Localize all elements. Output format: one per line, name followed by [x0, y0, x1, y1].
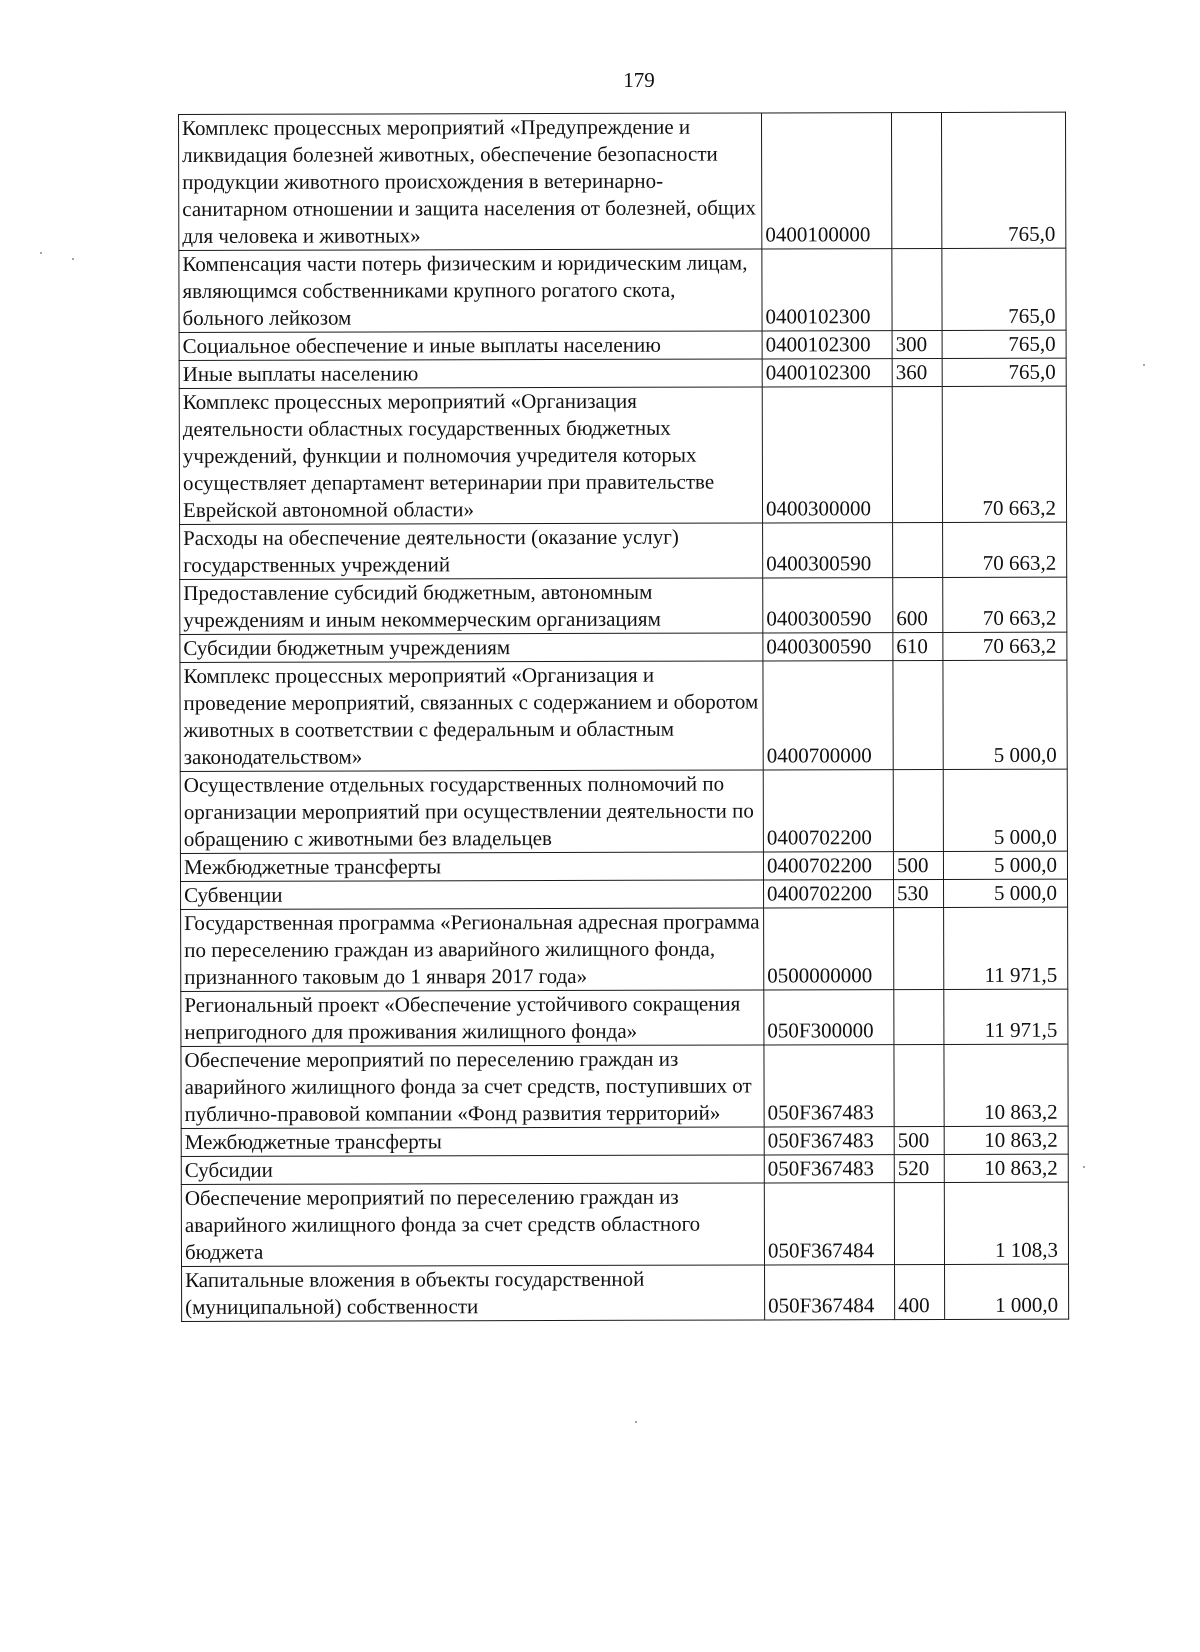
table-row: [181, 879, 1068, 909]
row-target-code: 0400102300: [762, 359, 892, 387]
row-target-code: 0400702200: [763, 852, 893, 880]
scan-speck: [72, 258, 74, 260]
row-expense-type: [893, 522, 943, 577]
row-expense-type: [893, 769, 943, 851]
table-row: [182, 1264, 1069, 1321]
row-target-code: 050F367483: [764, 1045, 894, 1127]
row-sum: 5 000,0: [943, 660, 1067, 769]
row-target-code: 0400300590: [763, 578, 893, 633]
row-name: Субвенции: [181, 880, 764, 910]
row-name: Иные выплаты населению: [179, 359, 762, 389]
row-expense-type: 360: [892, 359, 942, 387]
row-target-code: 0500000000: [764, 908, 894, 990]
row-expense-type: 600: [893, 577, 943, 632]
row-sum: 10 863,2: [944, 1044, 1068, 1126]
table-row: [181, 989, 1068, 1046]
row-expense-type: 530: [894, 879, 944, 907]
row-name: Государственная программа «Региональная адресная программа по переселению граждан из аварийного жилищного фонда, признанного таковым до 1 января 2017 года»: [181, 908, 764, 992]
row-target-code: 050F367483: [764, 1155, 894, 1183]
table-row: [179, 330, 1066, 360]
row-expense-type: [894, 907, 944, 989]
row-name: Региональный проект «Обеспечение устойчивого сокращения непригодного для проживания жилищного фонда»: [181, 990, 764, 1047]
row-target-code: 050F367484: [765, 1265, 895, 1320]
table-row: [181, 1182, 1068, 1266]
table-row: [180, 769, 1067, 853]
row-expense-type: [894, 989, 944, 1044]
table-row: [180, 522, 1067, 579]
table-row: [181, 1044, 1068, 1128]
table-row: [180, 577, 1067, 634]
row-target-code: 0400702200: [763, 770, 893, 852]
row-target-code: 050F367483: [764, 1127, 894, 1155]
budget-table-body: [179, 112, 1069, 1321]
row-target-code: 050F300000: [764, 990, 894, 1045]
row-expense-type: [894, 1044, 944, 1126]
row-expense-type: 300: [892, 331, 942, 359]
table-row: [179, 386, 1066, 524]
row-target-code: 0400300000: [762, 387, 892, 523]
row-target-code: 0400102300: [762, 249, 892, 331]
row-sum: 70 663,2: [943, 632, 1067, 660]
row-target-code: 0400300590: [763, 633, 893, 661]
row-sum: 5 000,0: [944, 879, 1068, 907]
row-sum: 70 663,2: [942, 386, 1066, 522]
table-row: [181, 1126, 1068, 1156]
row-expense-type: 400: [895, 1264, 945, 1319]
row-target-code: 050F367484: [764, 1183, 894, 1265]
row-sum: 11 971,5: [944, 907, 1068, 989]
row-name: Комплекс процессных мероприятий «Предупреждение и ликвидация болезней животных, обеспечение безопасности продукции животного происхождения в ветеринарно-санитарном отношении и защита населения от болезней, общих для человека и животных»: [179, 113, 762, 251]
row-target-code: 0400102300: [762, 331, 892, 359]
page-number: 179: [623, 68, 655, 92]
row-expense-type: 520: [894, 1154, 944, 1182]
row-name: Комплекс процессных мероприятий «Организация деятельности областных государственных бюджетных учреждений, функции и полномочия учредителя которых осуществляет департамент ветеринарии при правительстве Еврейской автономной области»: [179, 387, 762, 525]
row-sum: 70 663,2: [943, 577, 1067, 632]
row-sum: 11 971,5: [944, 989, 1068, 1044]
table-row: [181, 1154, 1068, 1184]
row-name: Межбюджетные трансферты: [180, 852, 763, 882]
row-target-code: 0400700000: [763, 661, 893, 770]
row-name: Субсидии бюджетным учреждениям: [180, 633, 763, 663]
row-target-code: 0400300590: [763, 523, 893, 578]
table-row: [180, 851, 1067, 881]
row-expense-type: [891, 113, 941, 249]
row-target-code: 0400100000: [761, 113, 891, 249]
row-expense-type: [893, 660, 943, 769]
row-expense-type: 500: [894, 1126, 944, 1154]
row-expense-type: [894, 1182, 944, 1264]
row-name: Расходы на обеспечение деятельности (оказание услуг) государственных учреждений: [180, 523, 763, 580]
scan-speck: [635, 1421, 637, 1423]
scan-speck: [40, 252, 42, 254]
budget-table: [178, 112, 1069, 1322]
row-expense-type: 610: [893, 632, 943, 660]
row-sum: 765,0: [942, 248, 1066, 330]
row-expense-type: [892, 387, 942, 523]
scan-speck: [1083, 1166, 1085, 1168]
row-name: Комплекс процессных мероприятий «Организация и проведение мероприятий, связанных с содержанием и оборотом животных в соответствии с федеральным и областным законодательством»: [180, 661, 763, 772]
row-name: Осуществление отдельных государственных полномочий по организации мероприятий при осуществлении деятельности по обращению с животными без владельцев: [180, 770, 763, 854]
row-name: Субсидии: [181, 1155, 764, 1185]
row-sum: 5 000,0: [943, 851, 1067, 879]
scan-speck: [1143, 364, 1145, 366]
row-sum: 5 000,0: [943, 769, 1067, 851]
row-sum: 1 000,0: [945, 1264, 1069, 1319]
table-row: [179, 358, 1066, 388]
table-row: [180, 632, 1067, 662]
row-expense-type: 500: [893, 851, 943, 879]
row-name: Капитальные вложения в объекты государственной (муниципальной) собственности: [182, 1265, 765, 1322]
table-row: [180, 660, 1067, 771]
row-name: Обеспечение мероприятий по переселению граждан из аварийного жилищного фонда за счет средств, поступивших от публично-правовой компании «Фонд развития территорий»: [181, 1045, 764, 1129]
table-row: [179, 248, 1066, 332]
row-expense-type: [892, 249, 942, 331]
row-name: Предоставление субсидий бюджетным, автономным учреждениям и иным некоммерческим организациям: [180, 578, 763, 635]
row-sum: 765,0: [941, 112, 1065, 248]
row-sum: 765,0: [942, 358, 1066, 386]
row-name: Социальное обеспечение и иные выплаты населению: [179, 331, 762, 361]
row-sum: 1 108,3: [944, 1182, 1068, 1264]
row-name: Компенсация части потерь физическим и юридическим лицам, являющимся собственниками крупного рогатого скота, больного лейкозом: [179, 249, 762, 333]
row-sum: 10 863,2: [944, 1126, 1068, 1154]
row-name: Межбюджетные трансферты: [181, 1127, 764, 1157]
row-sum: 765,0: [942, 330, 1066, 358]
row-sum: 10 863,2: [944, 1154, 1068, 1182]
row-sum: 70 663,2: [943, 522, 1067, 577]
row-target-code: 0400702200: [764, 880, 894, 908]
row-name: Обеспечение мероприятий по переселению граждан из аварийного жилищного фонда за счет средств областного бюджета: [181, 1183, 764, 1267]
table-row: [179, 112, 1066, 250]
table-row: [181, 907, 1068, 991]
